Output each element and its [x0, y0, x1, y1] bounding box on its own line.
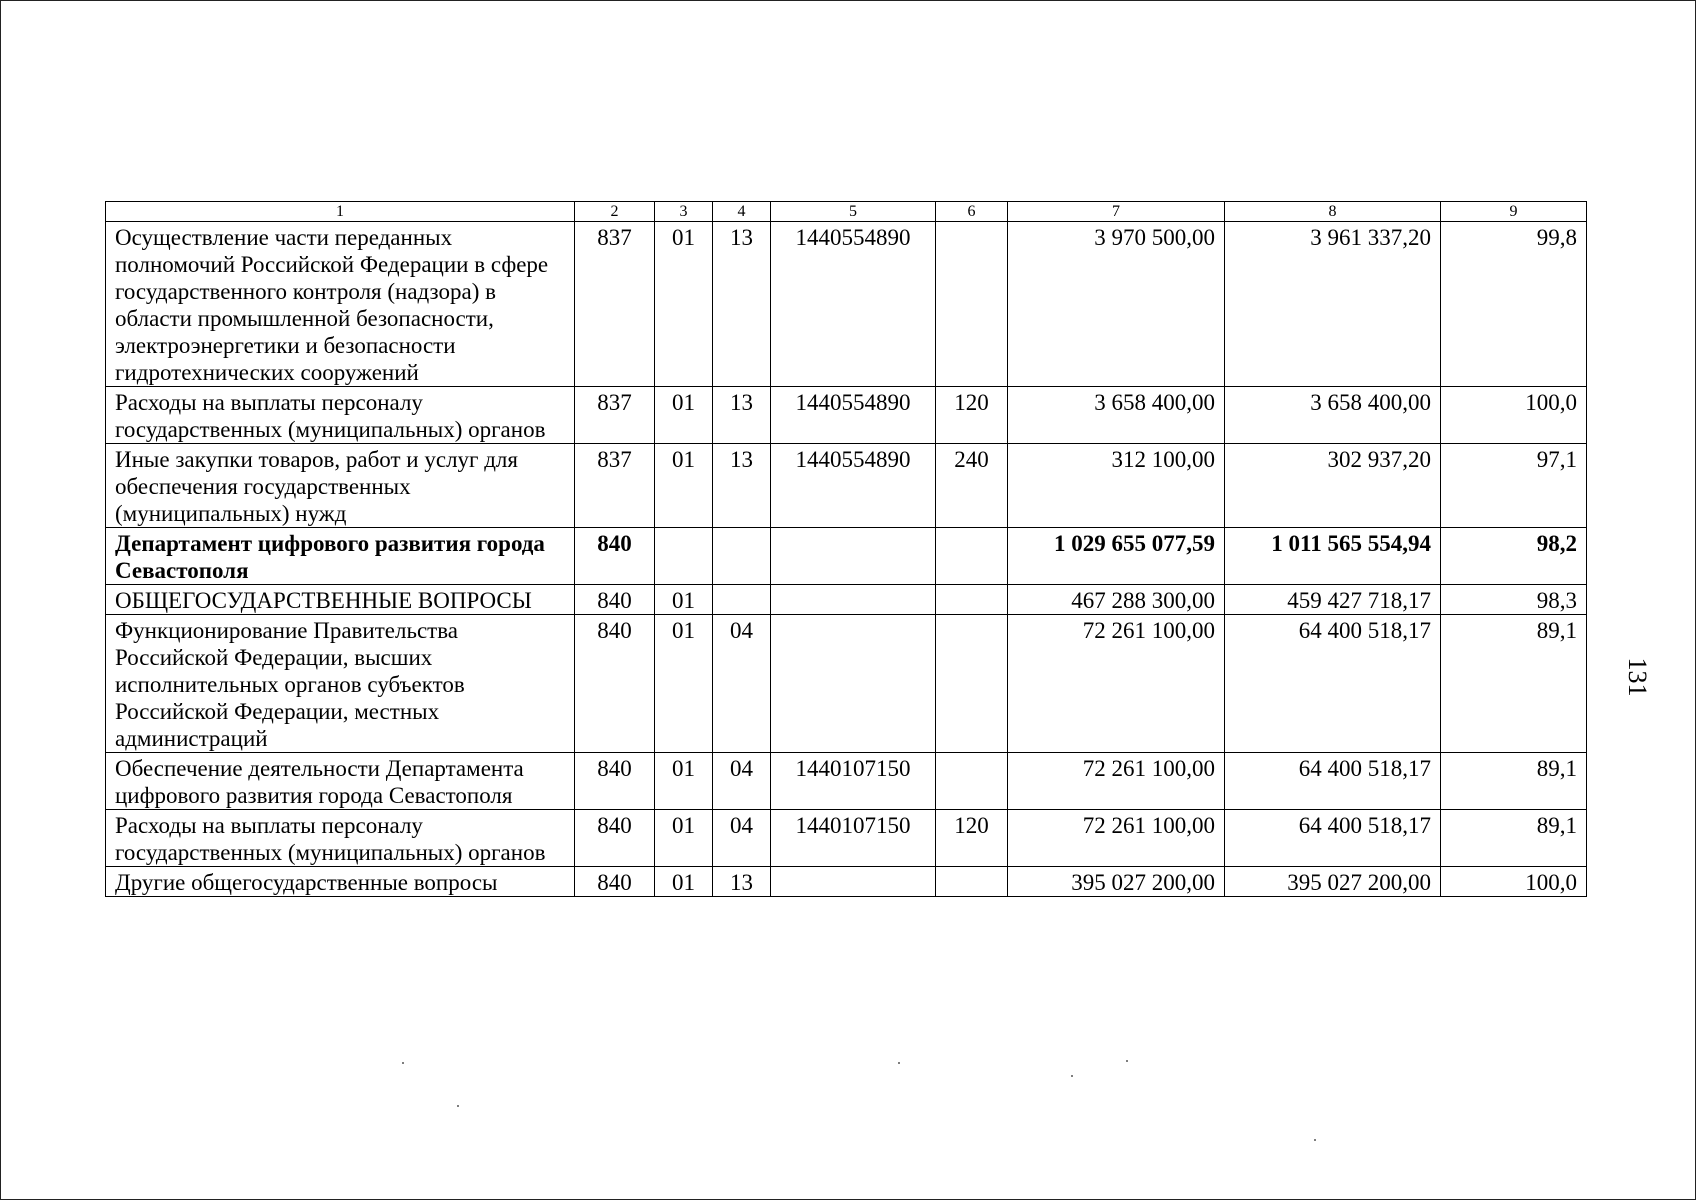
cell-executed-amount: 64 400 518,17 — [1225, 753, 1441, 810]
cell-expense-type: 120 — [936, 810, 1008, 867]
cell-executed-amount: 64 400 518,17 — [1225, 615, 1441, 753]
cell-approved-amount: 72 261 100,00 — [1008, 810, 1225, 867]
cell-approved-amount: 312 100,00 — [1008, 444, 1225, 528]
cell-name: ОБЩЕГОСУДАРСТВЕННЫЕ ВОПРОСЫ — [106, 585, 575, 615]
cell-approved-amount: 395 027 200,00 — [1008, 867, 1225, 897]
cell-executed-amount: 3 658 400,00 — [1225, 387, 1441, 444]
scan-speck — [898, 1062, 900, 1064]
column-header: 8 — [1225, 202, 1441, 222]
cell-name: Осуществление части переданных полномочий Российской Федерации в сфере государственного контроля (надзора) в области промышленной безопасности, электроэнергетики и безопасности гидротехнических сооружений — [106, 222, 575, 387]
cell-grbs-code: 840 — [575, 867, 655, 897]
column-number-row — [106, 202, 1587, 222]
column-header: 2 — [575, 202, 655, 222]
table-row — [106, 528, 1587, 585]
cell-execution-percent: 98,3 — [1441, 585, 1587, 615]
cell-name: Иные закупки товаров, работ и услуг для обеспечения государственных (муниципальных) нужд — [106, 444, 575, 528]
cell-target-article: 1440107150 — [771, 810, 936, 867]
cell-subsection-code: 04 — [713, 810, 771, 867]
cell-name: Функционирование Правительства Российской Федерации, высших исполнительных органов субъектов Российской Федерации, местных администраций — [106, 615, 575, 753]
cell-grbs-code: 837 — [575, 444, 655, 528]
cell-approved-amount: 72 261 100,00 — [1008, 615, 1225, 753]
column-header: 4 — [713, 202, 771, 222]
cell-subsection-code: 04 — [713, 615, 771, 753]
cell-section-code: 01 — [655, 585, 713, 615]
cell-approved-amount: 1 029 655 077,59 — [1008, 528, 1225, 585]
cell-grbs-code: 837 — [575, 387, 655, 444]
cell-subsection-code — [713, 528, 771, 585]
cell-grbs-code: 840 — [575, 528, 655, 585]
cell-grbs-code: 840 — [575, 585, 655, 615]
cell-section-code: 01 — [655, 867, 713, 897]
scan-speck — [1071, 1075, 1073, 1077]
cell-executed-amount: 3 961 337,20 — [1225, 222, 1441, 387]
cell-name: Расходы на выплаты персоналу государственных (муниципальных) органов — [106, 810, 575, 867]
cell-approved-amount: 467 288 300,00 — [1008, 585, 1225, 615]
cell-name: Обеспечение деятельности Департамента цифрового развития города Севастополя — [106, 753, 575, 810]
cell-execution-percent: 97,1 — [1441, 444, 1587, 528]
cell-expense-type — [936, 585, 1008, 615]
cell-target-article — [771, 585, 936, 615]
cell-target-article: 1440554890 — [771, 222, 936, 387]
cell-approved-amount: 3 658 400,00 — [1008, 387, 1225, 444]
cell-name: Другие общегосударственные вопросы — [106, 867, 575, 897]
cell-execution-percent: 89,1 — [1441, 810, 1587, 867]
cell-approved-amount: 3 970 500,00 — [1008, 222, 1225, 387]
scan-speck — [1126, 1060, 1128, 1062]
cell-name: Расходы на выплаты персоналу государственных (муниципальных) органов — [106, 387, 575, 444]
cell-target-article: 1440554890 — [771, 444, 936, 528]
cell-subsection-code — [713, 585, 771, 615]
cell-subsection-code: 13 — [713, 444, 771, 528]
table-row — [106, 387, 1587, 444]
cell-subsection-code: 13 — [713, 387, 771, 444]
budget-execution-table — [105, 201, 1587, 897]
cell-section-code — [655, 528, 713, 585]
column-header: 7 — [1008, 202, 1225, 222]
cell-expense-type — [936, 615, 1008, 753]
table-row — [106, 867, 1587, 897]
cell-executed-amount: 64 400 518,17 — [1225, 810, 1441, 867]
cell-target-article — [771, 528, 936, 585]
scan-speck — [1314, 1139, 1316, 1141]
page-number: 131 — [1623, 657, 1652, 697]
cell-executed-amount: 395 027 200,00 — [1225, 867, 1441, 897]
cell-target-article — [771, 615, 936, 753]
column-header: 3 — [655, 202, 713, 222]
cell-execution-percent: 100,0 — [1441, 867, 1587, 897]
cell-executed-amount: 302 937,20 — [1225, 444, 1441, 528]
cell-section-code: 01 — [655, 222, 713, 387]
scan-speck — [402, 1062, 404, 1064]
cell-expense-type — [936, 867, 1008, 897]
column-header: 5 — [771, 202, 936, 222]
column-header: 6 — [936, 202, 1008, 222]
cell-section-code: 01 — [655, 444, 713, 528]
cell-expense-type — [936, 222, 1008, 387]
column-header: 1 — [106, 202, 575, 222]
table-row — [106, 585, 1587, 615]
cell-grbs-code: 840 — [575, 753, 655, 810]
cell-execution-percent: 98,2 — [1441, 528, 1587, 585]
cell-execution-percent: 99,8 — [1441, 222, 1587, 387]
cell-expense-type — [936, 753, 1008, 810]
cell-subsection-code: 13 — [713, 867, 771, 897]
cell-grbs-code: 837 — [575, 222, 655, 387]
table-row — [106, 753, 1587, 810]
cell-grbs-code: 840 — [575, 615, 655, 753]
cell-section-code: 01 — [655, 615, 713, 753]
cell-target-article: 1440107150 — [771, 753, 936, 810]
column-header: 9 — [1441, 202, 1587, 222]
cell-target-article — [771, 867, 936, 897]
cell-executed-amount: 1 011 565 554,94 — [1225, 528, 1441, 585]
cell-execution-percent: 100,0 — [1441, 387, 1587, 444]
cell-name: Департамент цифрового развития города Севастополя — [106, 528, 575, 585]
cell-execution-percent: 89,1 — [1441, 615, 1587, 753]
table-body — [106, 222, 1587, 897]
cell-section-code: 01 — [655, 753, 713, 810]
cell-executed-amount: 459 427 718,17 — [1225, 585, 1441, 615]
table-row — [106, 615, 1587, 753]
cell-subsection-code: 04 — [713, 753, 771, 810]
cell-section-code: 01 — [655, 810, 713, 867]
cell-expense-type: 240 — [936, 444, 1008, 528]
table-row — [106, 222, 1587, 387]
scan-speck — [457, 1105, 459, 1107]
cell-grbs-code: 840 — [575, 810, 655, 867]
table-row — [106, 810, 1587, 867]
cell-expense-type: 120 — [936, 387, 1008, 444]
cell-subsection-code: 13 — [713, 222, 771, 387]
cell-target-article: 1440554890 — [771, 387, 936, 444]
cell-approved-amount: 72 261 100,00 — [1008, 753, 1225, 810]
cell-expense-type — [936, 528, 1008, 585]
table-row — [106, 444, 1587, 528]
cell-execution-percent: 89,1 — [1441, 753, 1587, 810]
cell-section-code: 01 — [655, 387, 713, 444]
